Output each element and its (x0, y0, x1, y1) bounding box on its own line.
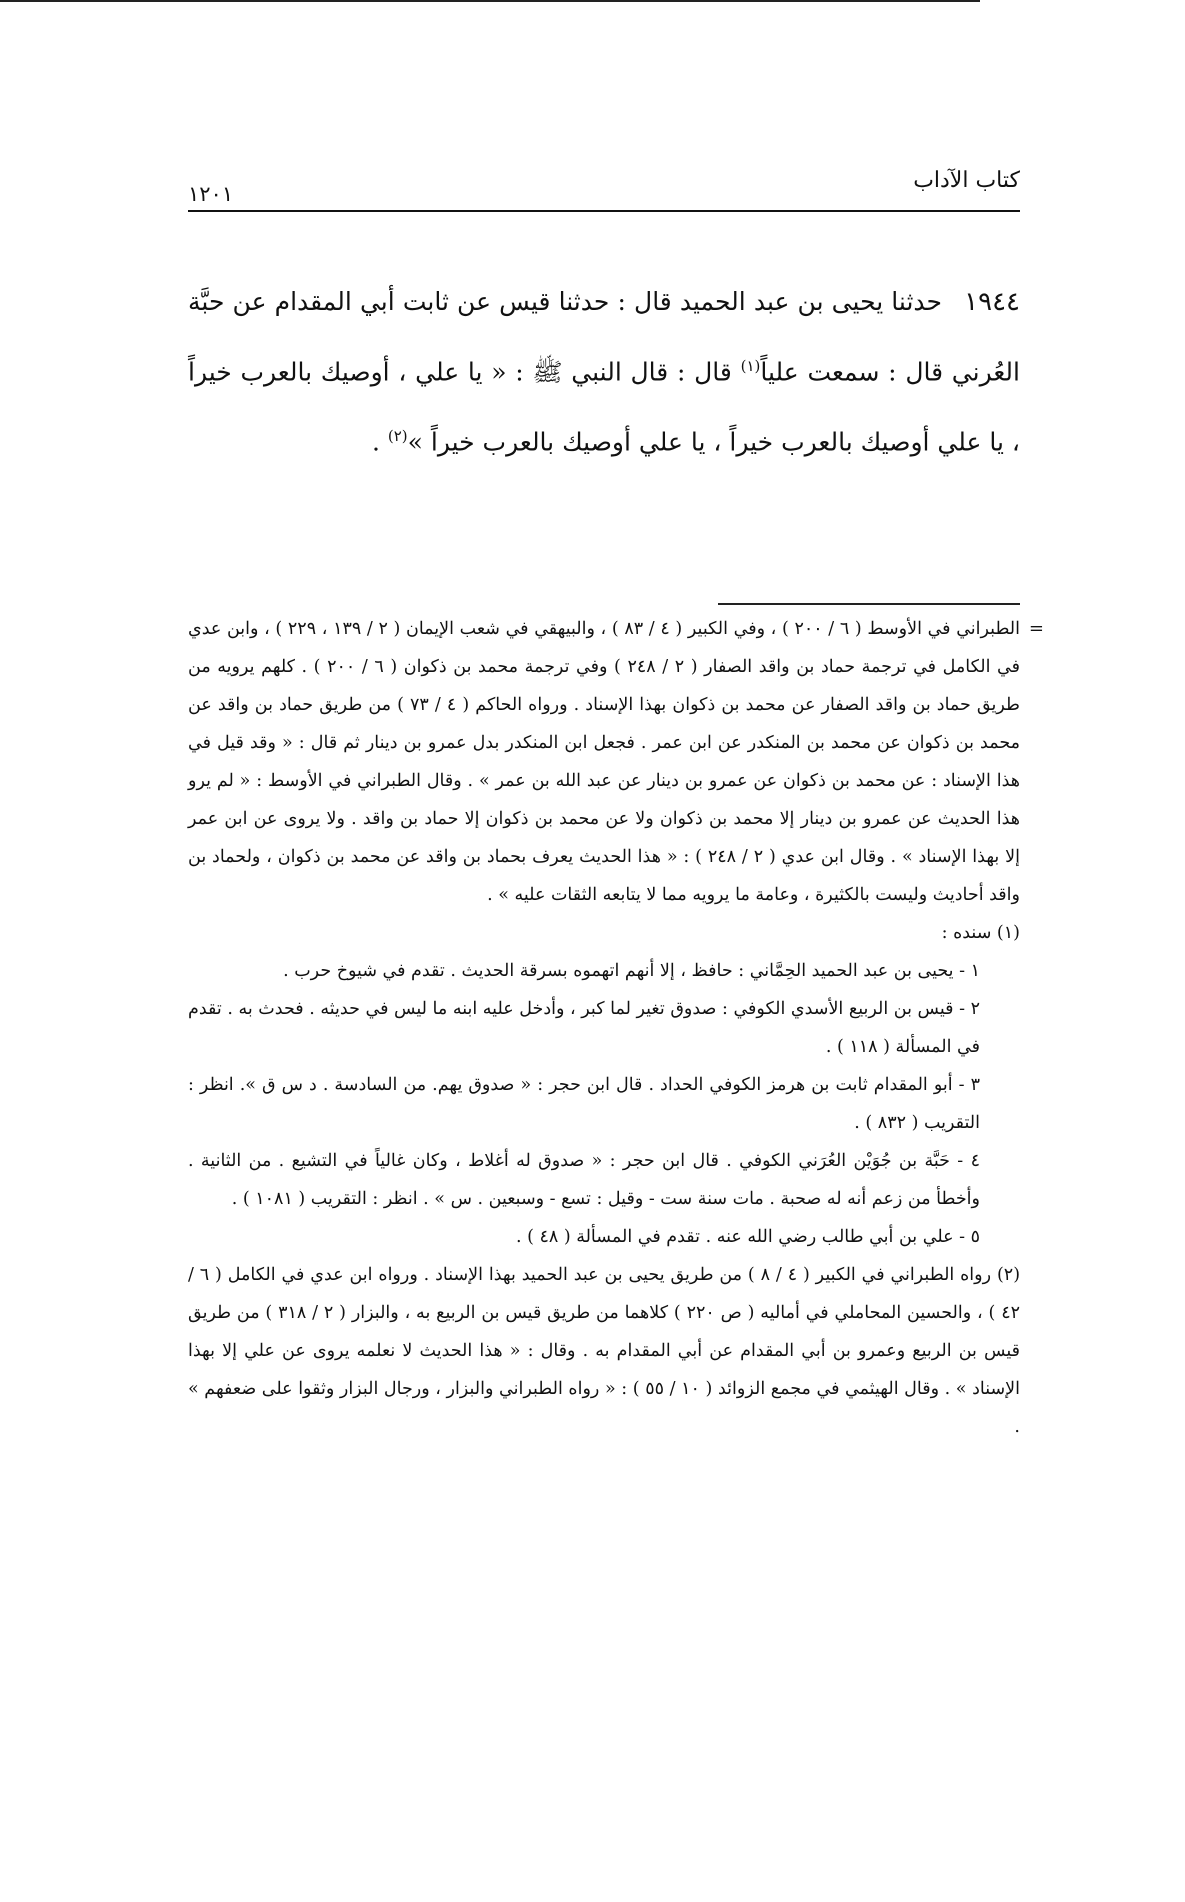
hadith-end: . (371, 427, 380, 457)
hadith-paragraph (188, 270, 1020, 475)
footnote-ref-1: (١) (740, 357, 761, 375)
isnad-item-5: ٥ - علي بن أبي طالب رضي الله عنه . تقدم في المسألة ( ٤٨ ) . (515, 1227, 980, 1247)
page-header (188, 168, 1020, 212)
footnote-ref-2: (٢) (387, 427, 408, 446)
footnote-rule (718, 603, 1020, 605)
header-rule (188, 210, 1020, 212)
continuation-text: الطبراني في الأوسط ( ٦ / ٢٠٠ ) ، وفي الكبير ( ٤ / ٨٣ ) ، والبيهقي في شعب الإيمان ( ٢ / ١٣٩ ، ٢٢٩ ) ، وابن عدي في الكامل في ترجمة حماد بن واقد الصفار ( ٢ / ٢٤٨ ) وفي ترجمة محمد بن ذكوان ( ٦ / ٢٠٠ ) . كلهم يرويه من طريق حماد بن واقد الصفار عن محمد بن ذكوان بهذا الإسناد . ورواه الحاكم ( ٤ / ٧٣ ) من طريق حماد بن واقد عن محمد بن ذكوان عن محمد بن المنكدر عن ابن عمر . فجعل ابن المنكدر بدل عمرو بن دينار ثم قال : « وقد قيل في هذا الإسناد : عن محمد بن ذكوان عن عمرو بن دينار عن عبد الله بن عمر » . وقال الطبراني في الأوسط : « لم يرو هذا الحديث عن عمرو بن دينار إلا محمد بن ذكوان ولا عن محمد بن ذكوان إلا حماد بن واقد . ولا يروى عن ابن عمر إلا بهذا الإسناد » . وقال ابن عدي ( ٢ / ٢٤٨ ) : « هذا الحديث يعرف بحماد بن واقد عن محمد بن ذكوان ، ولحماد بن واقد أحاديث وليست بالكثيرة ، وعامة ما يرويه مما لا يتابعه الثقات عليه » . (188, 619, 1020, 905)
hadith-number: ١٩٤٤ (964, 287, 1020, 317)
isnad-item-3: ٣ - أبو المقدام ثابت بن هرمز الكوفي الحداد . قال ابن حجر : « صدوق يهم. من السادسة . د س ق ». انظر : التقريب ( ٨٣٢ ) . (188, 1075, 980, 1133)
hadith-text-continued: قال : قال النبي ﷺ : « يا علي ، أوصيك بالعرب خيراً ، يا علي أوصيك بالعرب خيراً ، يا علي أوصيك بالعرب خيراً » (188, 357, 1020, 457)
scan-top-edge (0, 0, 980, 2)
footnote-2: (٢) رواه الطبراني في الكبير ( ٤ / ٨ ) من طريق يحيى بن عبد الحميد بهذا الإسناد . ورواه ابن عدي في الكامل ( ٦ / ٤٢ ) ، والحسين المحاملي في أماليه ( ص ٢٢٠ ) كلاهما من طريق قيس بن الربيع به ، والبزار ( ٢ / ٣١٨ ) من طريق قيس بن الربيع وعمرو بن أبي المقدام عن أبي المقدام به . وقال : « هذا الحديث لا نعلمه يروى عن علي إلا بهذا الإسناد » . وقال الهيثمي في مجمع الزوائد ( ١٠ / ٥٥ ) : « رواه الطبراني والبزار ، ورجال البزار وثقوا على ضعفهم » . (188, 1265, 1021, 1437)
isnad-item-4: ٤ - حَبَّة بن جُوَيْن العُرَني الكوفي . قال ابن حجر : « صدوق له أغلاط ، وكان غالياً في التشيع . من الثانية . وأخطأ من زعم أنه له صحبة . مات سنة ست - وقيل : تسع - وسبعين . س » . انظر : التقريب ( ١٠٨١ ) . (188, 1151, 980, 1209)
footnotes-section (188, 610, 1044, 1446)
hadith-text: حدثنا يحيى بن عبد الحميد قال : حدثنا قيس عن ثابت أبي المقدام عن حبَّة العُرني قال : سمعت علياً (188, 287, 1020, 387)
footnote-1-heading: (١) سنده : (941, 923, 1020, 943)
continuation-mark: = (1028, 618, 1044, 639)
footnote-continuation (188, 610, 1044, 914)
page-number: ١٢٠١ (188, 182, 234, 206)
isnad-item-1: ١ - يحيى بن عبد الحميد الحِمَّاني : حافظ ، إلا أنهم اتهموه بسرقة الحديث . تقدم في شيوخ حرب . (283, 961, 980, 981)
isnad-item-2: ٢ - قيس بن الربيع الأسدي الكوفي : صدوق تغير لما كبر ، وأدخل عليه ابنه ما ليس في حديثه . فحدث به . تقدم في المسألة ( ١١٨ ) . (188, 999, 980, 1057)
book-title: كتاب الآداب (913, 168, 1020, 193)
